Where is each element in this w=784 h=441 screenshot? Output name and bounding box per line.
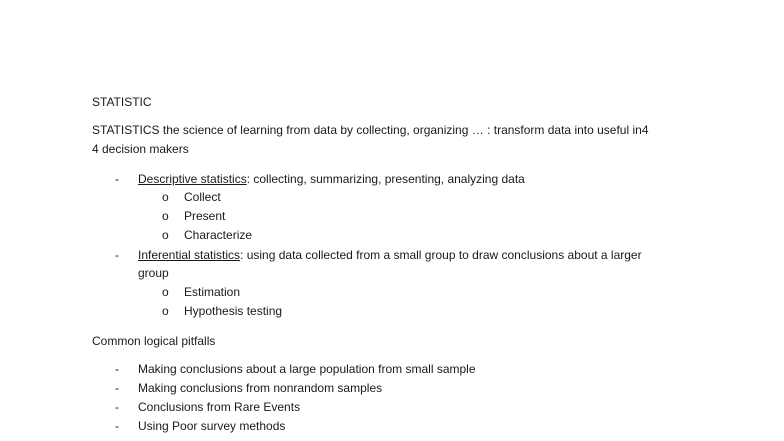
sub-list-item: Characterize xyxy=(184,228,253,242)
circle-bullet: o xyxy=(162,304,169,318)
dash-bullet: - xyxy=(115,400,119,414)
dash-bullet: - xyxy=(115,248,119,262)
pitfall-item: Conclusions from Rare Events xyxy=(138,400,301,414)
circle-bullet: o xyxy=(162,285,169,299)
inferential-statistics-definition: : using data collected from a small group to draw conclusions about a larger xyxy=(240,248,642,262)
dash-bullet: - xyxy=(115,362,119,376)
circle-bullet: o xyxy=(162,190,169,204)
sub-list-item: Collect xyxy=(184,190,221,204)
inferential-continuation: group xyxy=(138,266,169,280)
dash-bullet: - xyxy=(115,419,119,433)
descriptive-statistics-definition: : collecting, summarizing, presenting, analyzing data xyxy=(246,172,525,186)
inferential-statistics-term: Inferential statistics xyxy=(138,248,241,262)
circle-bullet: o xyxy=(162,209,169,223)
inferential-statistics-item xyxy=(138,247,642,263)
pitfall-item: Using Poor survey methods xyxy=(138,419,286,433)
circle-bullet: o xyxy=(162,228,169,242)
intro-line-1: STATISTICS the science of learning from data by collecting, organizing … : transform data into useful in4 xyxy=(92,123,649,137)
document-heading: STATISTIC xyxy=(92,95,152,109)
descriptive-statistics-term: Descriptive statistics xyxy=(138,172,247,186)
descriptive-statistics-item xyxy=(138,171,525,187)
intro-line-2: 4 decision makers xyxy=(92,142,189,156)
sub-list-item: Present xyxy=(184,209,226,223)
pitfall-item: Making conclusions from nonrandom samples xyxy=(138,381,383,395)
pitfall-item: Making conclusions about a large population from small sample xyxy=(138,362,476,376)
dash-bullet: - xyxy=(115,381,119,395)
sub-list-item: Estimation xyxy=(184,285,241,299)
sub-list-item: Hypothesis testing xyxy=(184,304,283,318)
dash-bullet: - xyxy=(115,172,119,186)
pitfalls-heading: Common logical pitfalls xyxy=(92,334,216,348)
